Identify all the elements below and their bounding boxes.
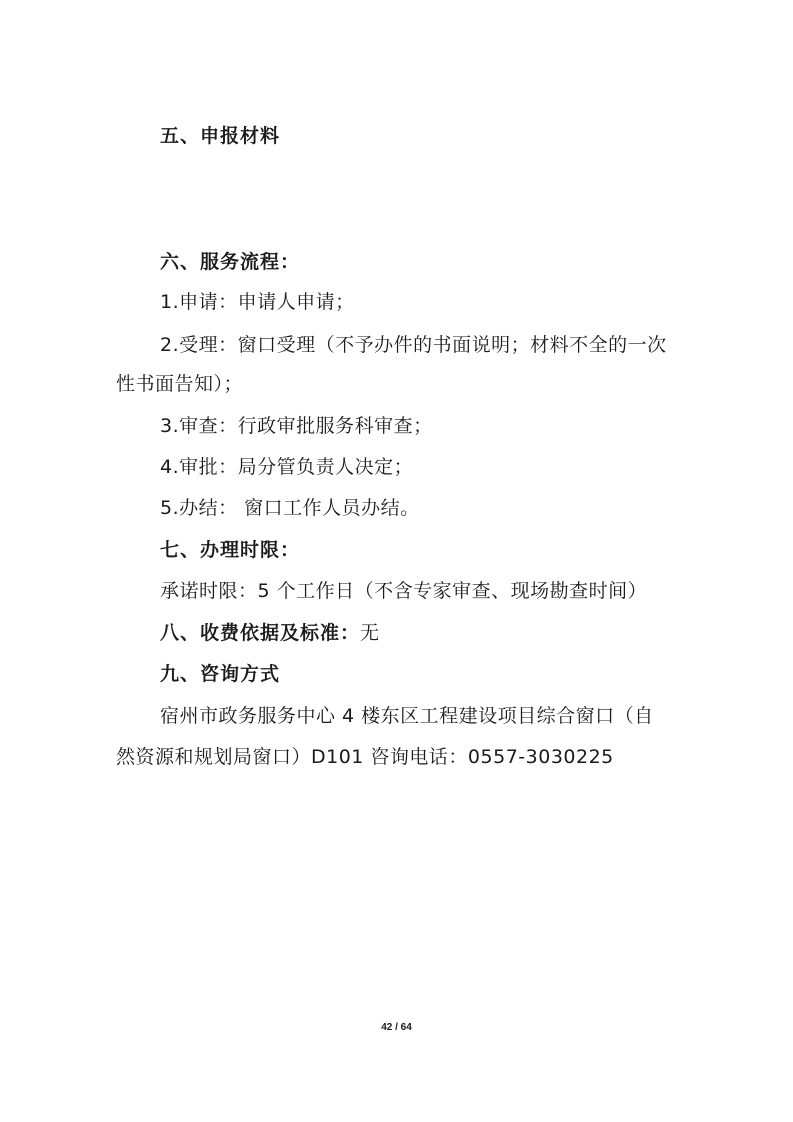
section-8-heading [160, 621, 380, 645]
process-step-4: 4.审批：局分管负责人决定； [160, 456, 414, 478]
process-step-2-continued: 性书面告知）； [116, 373, 244, 395]
page-number: 42 / 64 [381, 1022, 412, 1033]
section-9-heading: 九、咨询方式 [160, 663, 281, 685]
process-step-1: 1.申请：申请人申请； [160, 291, 355, 313]
section-7-heading: 七、办理时限： [160, 539, 301, 561]
process-step-2: 2.受理：窗口受理（不予办件的书面说明；材料不全的一次 [160, 334, 667, 356]
process-step-5: 5.办结： 窗口工作人员办结。 [160, 497, 420, 519]
consult-address-line: 宿州市政务服务中心 4 楼东区工程建设项目综合窗口（自 [160, 705, 654, 727]
section-5-heading: 五、申报材料 [160, 125, 281, 147]
consult-phone-line: 然资源和规划局窗口）D101 咨询电话：0557-3030225 [116, 746, 614, 768]
section-8-label: 八、收费依据及标准： [160, 622, 361, 644]
process-step-3: 3.审查：行政审批服务科审查； [160, 415, 433, 437]
fee-value: 无 [360, 622, 381, 644]
time-limit-text: 承诺时限：5 个工作日（不含专家审查、现场勘查时间） [160, 580, 648, 602]
section-6-heading: 六、服务流程： [160, 251, 301, 273]
